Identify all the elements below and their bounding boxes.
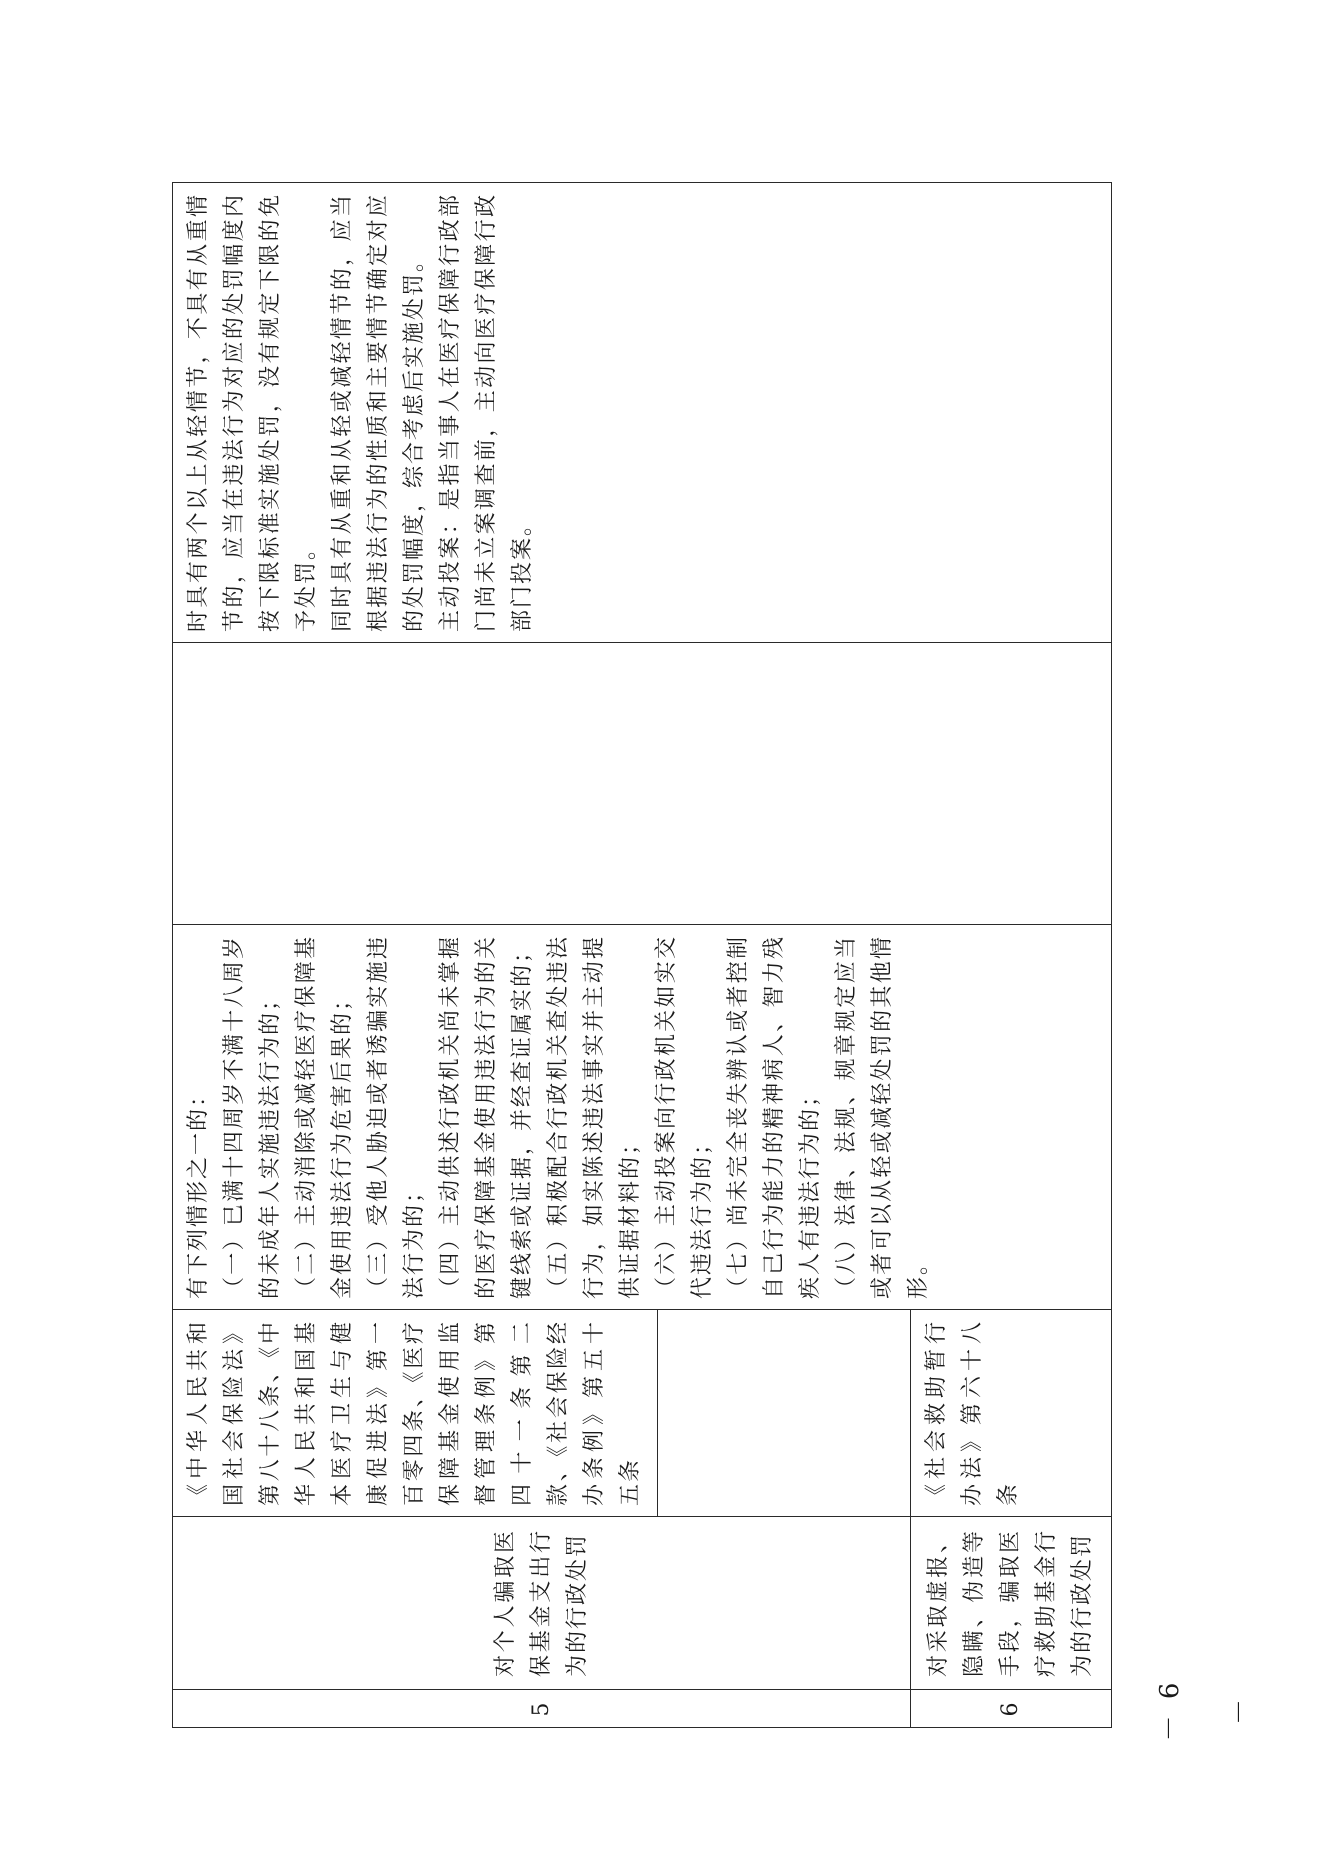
row-number: 6	[911, 1690, 1112, 1728]
standard-item: （三）受他人胁迫或者诱骗实施违法行为的；	[366, 935, 427, 1299]
row-number: 5	[173, 1690, 911, 1728]
legal-basis: 《中华人民共和国社会保险法》第八十八条、《中华人民共和国基本医疗卫生与健康促进法》第一百零四条、《医疗保障基金使用监督管理条例》第四十一条第二款、《社会保险经办条例》第五十五条	[173, 1310, 658, 1517]
penalty-standard-table	[172, 182, 1112, 1728]
standard-intro: 有下列情形之一的：	[186, 1082, 211, 1299]
standard-item: （八）法律、法规、规章规定应当或者可以从轻或减轻处罚的其他情形。	[834, 935, 931, 1299]
standard-item: （四）主动供述行政机关尚未掌握的医疗保障基金使用违法行为的关键线索或证据，并经查证属实的；	[438, 935, 535, 1299]
standard-item: （七）尚未完全丧失辨认或者控制自己行为能力的精神病人、智力残疾人有违法行为的；	[726, 935, 823, 1299]
standard-item: （六）主动投案向行政机关如实交代违法行为的；	[654, 935, 715, 1299]
notes-column	[173, 183, 1112, 643]
mitigation-standard	[173, 925, 1112, 1310]
note-paragraph: 同时具有从重和从轻或减轻情节的，应当根据违法行为的性质和主要情节确定对应的处罚幅度，综合考虑后实施处罚。	[330, 193, 427, 632]
empty-column	[173, 643, 1112, 925]
note-paragraph: 主动投案：是指当事人在医疗保障行政部门尚未立案调查前，主动向医疗保障行政部门投案。	[438, 193, 535, 632]
table-row	[173, 183, 658, 1728]
standard-item: （二）主动消除或减轻医疗保障基金使用违法行为危害后果的；	[294, 935, 355, 1299]
page-number: － 6 －	[1155, 1678, 1255, 1742]
item-name: 对采取虚报、隐瞒、伪造等手段，骗取医疗救助基金行为的行政处罚	[911, 1517, 1112, 1690]
rotated-document-sheet	[172, 183, 1095, 1728]
empty-basis-cell	[658, 1310, 911, 1517]
legal-basis: 《社会救助暂行办法》第六十八条	[911, 1310, 1112, 1517]
item-name: 对个人骗取医保基金支出行为的行政处罚	[173, 1517, 911, 1690]
standard-item: （五）积极配合行政机关查处违法行为，如实陈述违法事实并主动提供证据材料的；	[546, 935, 643, 1299]
note-paragraph: 时具有两个以上从轻情节，不具有从重情节的，应当在违法行为对应的处罚幅度内按下限标准实施处罚，没有规定下限的免予处罚。	[186, 193, 319, 632]
standard-item: （一）已满十四周岁不满十八周岁的未成年人实施违法行为的；	[222, 935, 283, 1299]
